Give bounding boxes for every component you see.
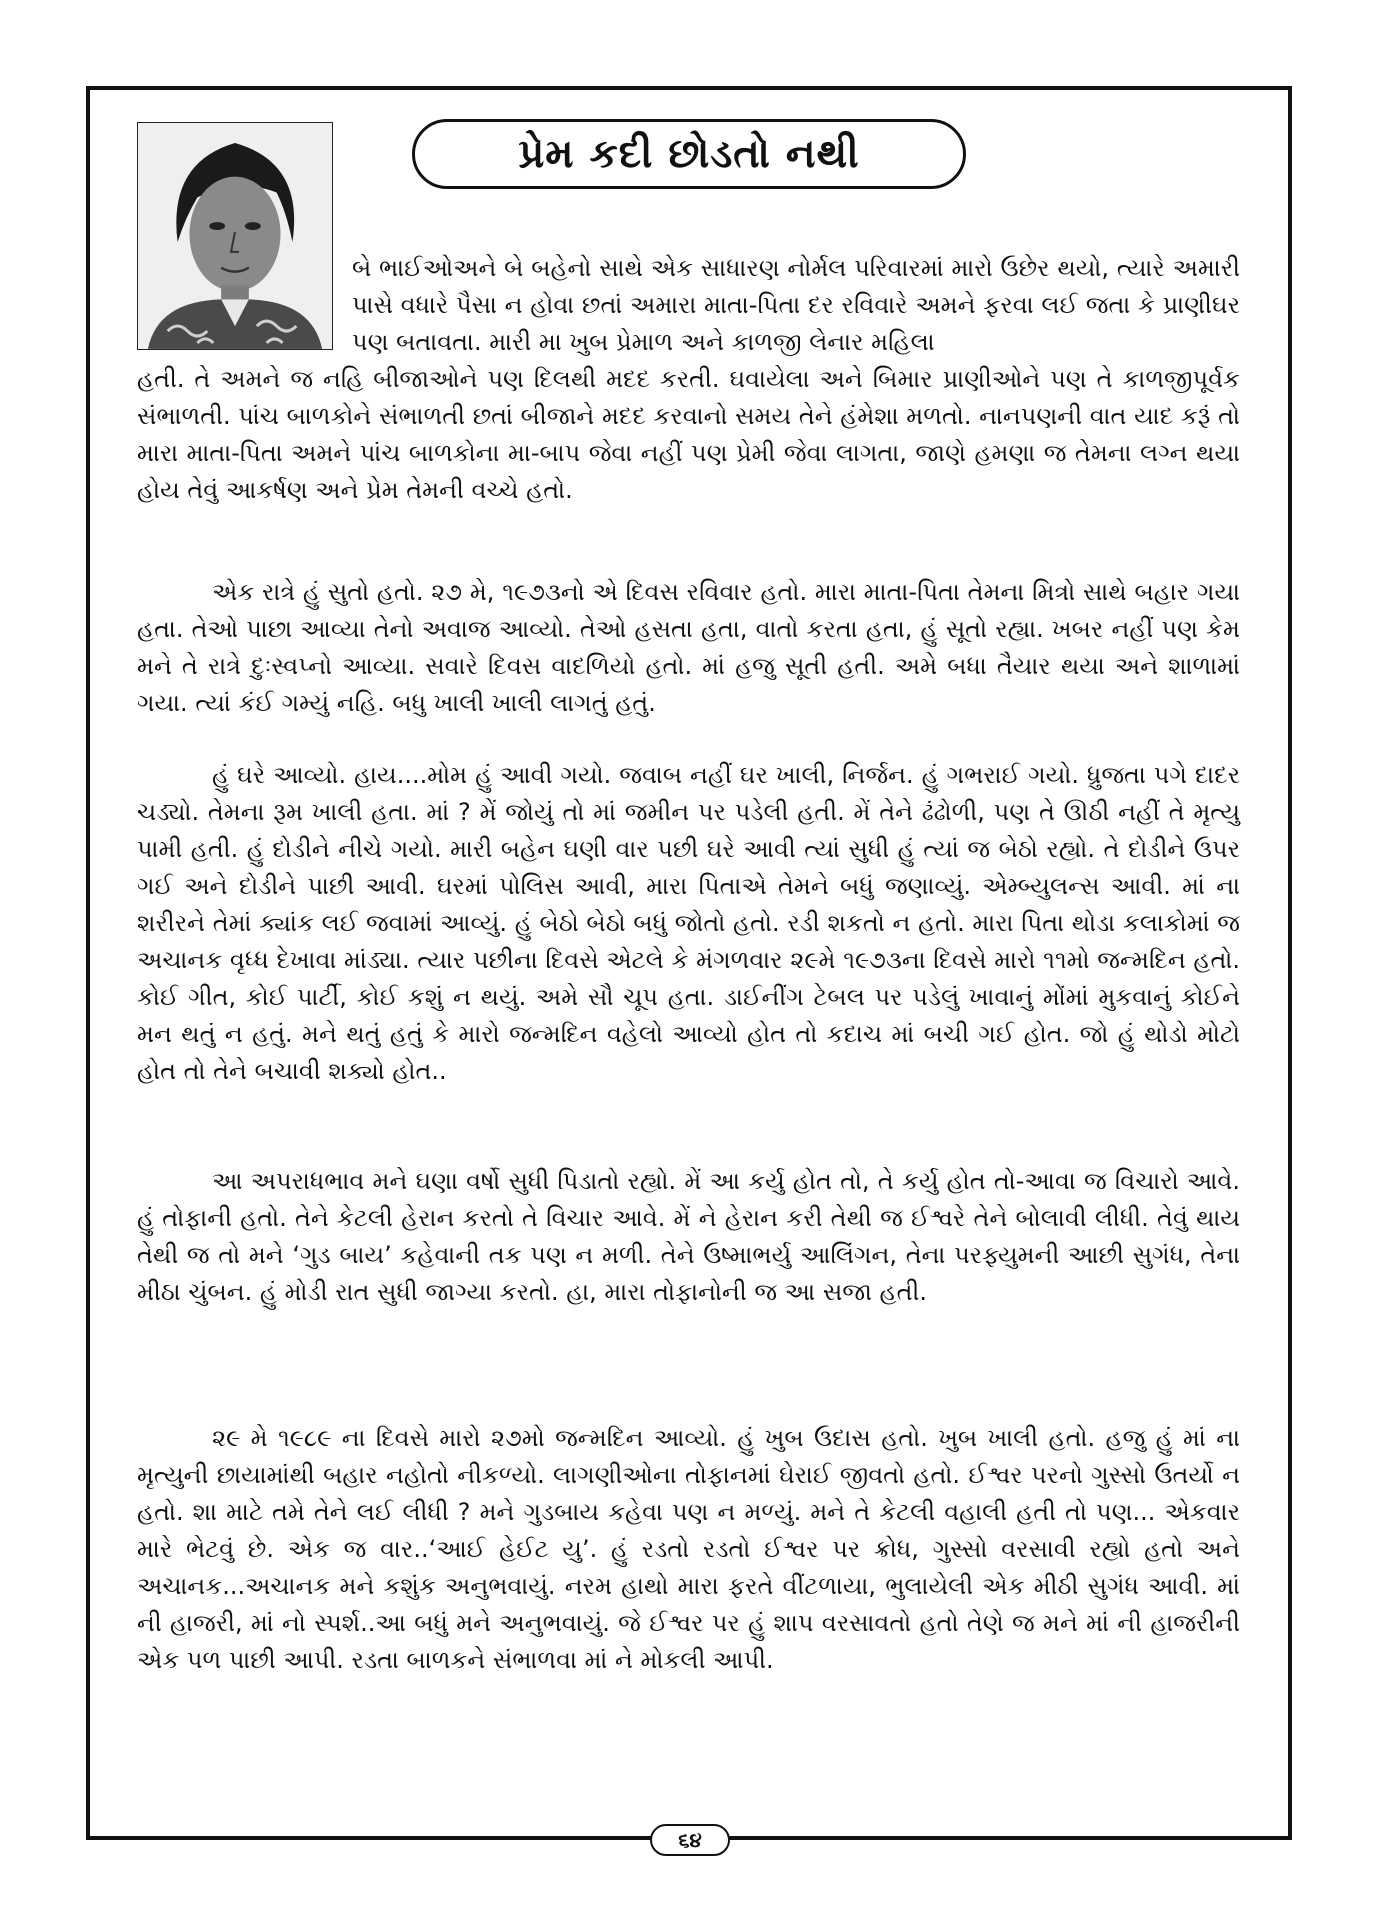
intro-paragraph: બે ભાઈઓઅને બે બહેનો સાથે એક સાધારણ નોર્મલ પરિવારમાં મારો ઉછેર થયો, ત્યારે અમારી પાસે વધારે પૈસા ન હોવા છતાં અમારા માતા-પિતા દર રવિવારે અમને ફરવા લઈ જતા કે પ્રાણીઘર પણ બતાવતા. મારી મા ખુબ પ્રેમાળ અને કાળજી લેનાર મહિલા: [352, 254, 1240, 356]
article-title: પ્રેમ કદી છોડતો નથી: [518, 131, 860, 177]
article-title-box: [412, 119, 966, 189]
paragraph-2: હું ઘરે આવ્યો. હાય....મોમ હું આવી ગયો. જવાબ નહીં ઘર ખાલી, નિર્જન. હું ગભરાઈ ગયો. ધ્રુજતા પગે દાદર ચડ્યો. તેમના રૂમ ખાલી હતા. માં ? મેં જોયું તો માં જમીન પર પડેલી હતી. મેં તેને ઢંઢોળી, પણ તે ઊઠી નહીં તે મૃત્યુ પામી હતી. હું દોડીને નીચે ગયો. મારી બહેન ઘણી વાર પછી ઘરે આવી ત્યાં સુધી હું ત્યાં જ બેઠો રહ્યો. તે દોડીને ઉપર ગઈ અને દોડીને પાછી આવી. ઘરમાં પોલિસ આવી, મારા પિતાએ તેમને બધું જણાવ્યું. એમ્બ્યુલન્સ આવી. માં ના શરીરને તેમાં ક્યાંક લઈ જવામાં આવ્યું. હું બેઠો બેઠો બધું જોતો હતો. રડી શકતો ન હતો. મારા પિતા થોડા કલાકોમાં જ અચાનક વૃધ્ધ દેખાવા માંડ્યા. ત્યાર પછીના દિવસે એટલે કે મંગળવાર ૨૯મે ૧૯૭૩ના દિવસે મારો ૧૧મો જન્મદિન હતો. કોઈ ગીત, કોઈ પાર્ટી, કોઈ કશું ન થયું. અમે સૌ ચૂપ હતા. ડાઈનીંગ ટેબલ પર પડેલું ખાવાનું મોંમાં મુકવાનું કોઈને મન થતું ન હતું. મને થતું હતું કે મારો જન્મદિન વહેલો આવ્યો હોત તો કદાચ માં બચી ગઈ હોત. જો હું થોડો મોટો હોત તો તેને બચાવી શક્યો હોત..: [137, 761, 1240, 1085]
paragraph-1: એક રાત્રે હું સુતો હતો. ૨૭ મે, ૧૯૭૩નો એ દિવસ રવિવાર હતો. મારા માતા-પિતા તેમના મિત્રો સાથે બહાર ગયા હતા. તેઓ પાછા આવ્યા તેનો અવાજ આવ્યો. તેઓ હસતા હતા, વાતો કરતા હતા, હું સૂતો રહ્યા. ખબર નહીં પણ કેમ મને તે રાત્રે દુઃસ્વપ્નો આવ્યા. સવારે દિવસ વાદળિયો હતો. માં હજુ સૂતી હતી. અમે બધા તૈયાર થયા અને શાળામાં ગયા. ત્યાં કંઈ ગમ્યું નહિ. બધુ ખાલી ખાલી લાગતું હતું.: [137, 578, 1240, 717]
page-number: ૬૪: [678, 1828, 702, 1852]
page-number-badge: [650, 1824, 730, 1856]
paragraph-4: ૨૯ મે ૧૯૮૯ ના દિવસે મારો ૨૭મો જન્મદિન આવ્યો. હું ખુબ ઉદાસ હતો. ખુબ ખાલી હતો. હજુ હું માં ના મૃત્યુની છાયામાંથી બહાર નહોતો નીકળ્યો. લાગણીઓના તોફાનમાં ઘેરાઈ જીવતો હતો. ઈશ્વર પરનો ગુસ્સો ઉતર્યો ન હતો. શા માટે તમે તેને લઈ લીધી ? મને ગુડબાય કહેવા પણ ન મળ્યું. મને તે કેટલી વહાલી હતી તો પણ... એકવાર મારે ભેટવું છે. એક જ વાર..‘આઈ હેઈટ યુ’. હું રડતો રડતો ઈશ્વર પર ક્રોધ, ગુસ્સો વરસાવી રહ્યો હતો અને અચાનક...અચાનક મને કશુંક અનુભવાયું. નરમ હાથો મારા ફરતે વીંટળાયા, ભુલાયેલી એક મીઠી સુગંધ આવી. માં ની હાજરી, માં નો સ્પર્શ..આ બધું મને અનુભવાયું. જે ઈશ્વર પર હું શાપ વરસાવતો હતો તેણે જ મને માં ની હાજરીની એક પળ પાછી આપી. રડતા બાળકને સંભાળવા માં ને મોકલી આપી.: [137, 1424, 1240, 1674]
author-photo: [137, 122, 333, 350]
intro-paragraph-continued: હતી. તે અમને જ નહિ બીજાઓને પણ દિલથી મદદ કરતી. ઘવાયેલા અને બિમાર પ્રાણીઓને પણ તે કાળજીપૂર્વક સંભાળતી. પાંચ બાળકોને સંભાળતી છતાં બીજાને મદદ કરવાનો સમય તેને હંમેશા મળતો. નાનપણની વાત યાદ કરૂં તો મારા માતા-પિતા અમને પાંચ બાળકોના મા-બાપ જેવા નહીં પણ પ્રેમી જેવા લાગતા, જાણે હમણા જ તેમના લગ્ન થયા હોય તેવું આકર્ષણ અને પ્રેમ તેમની વચ્ચે હતો.: [137, 365, 1240, 504]
paragraph-3: આ અપરાધભાવ મને ઘણા વર્ષો સુધી પિડાતો રહ્યો. મેં આ કર્યુ હોત તો, તે કર્યુ હોત તો-આવા જ વિચારો આવે. હું તોફાની હતો. તેને કેટલી હેરાન કરતો તે વિચાર આવે. મેં ને હેરાન કરી તેથી જ ઈશ્વરે તેને બોલાવી લીધી. તેવું થાય તેથી જ તો મને ‘ગુડ બાય’ કહેવાની તક પણ ન મળી. તેને ઉષ્માભર્યુ આલિંગન, તેના પરફ્યુમની આછી સુગંધ, તેના મીઠા ચુંબન. હું મોડી રાત સુધી જાગ્યા કરતો. હા, મારા તોફાનોની જ આ સજા હતી.: [137, 1167, 1240, 1306]
